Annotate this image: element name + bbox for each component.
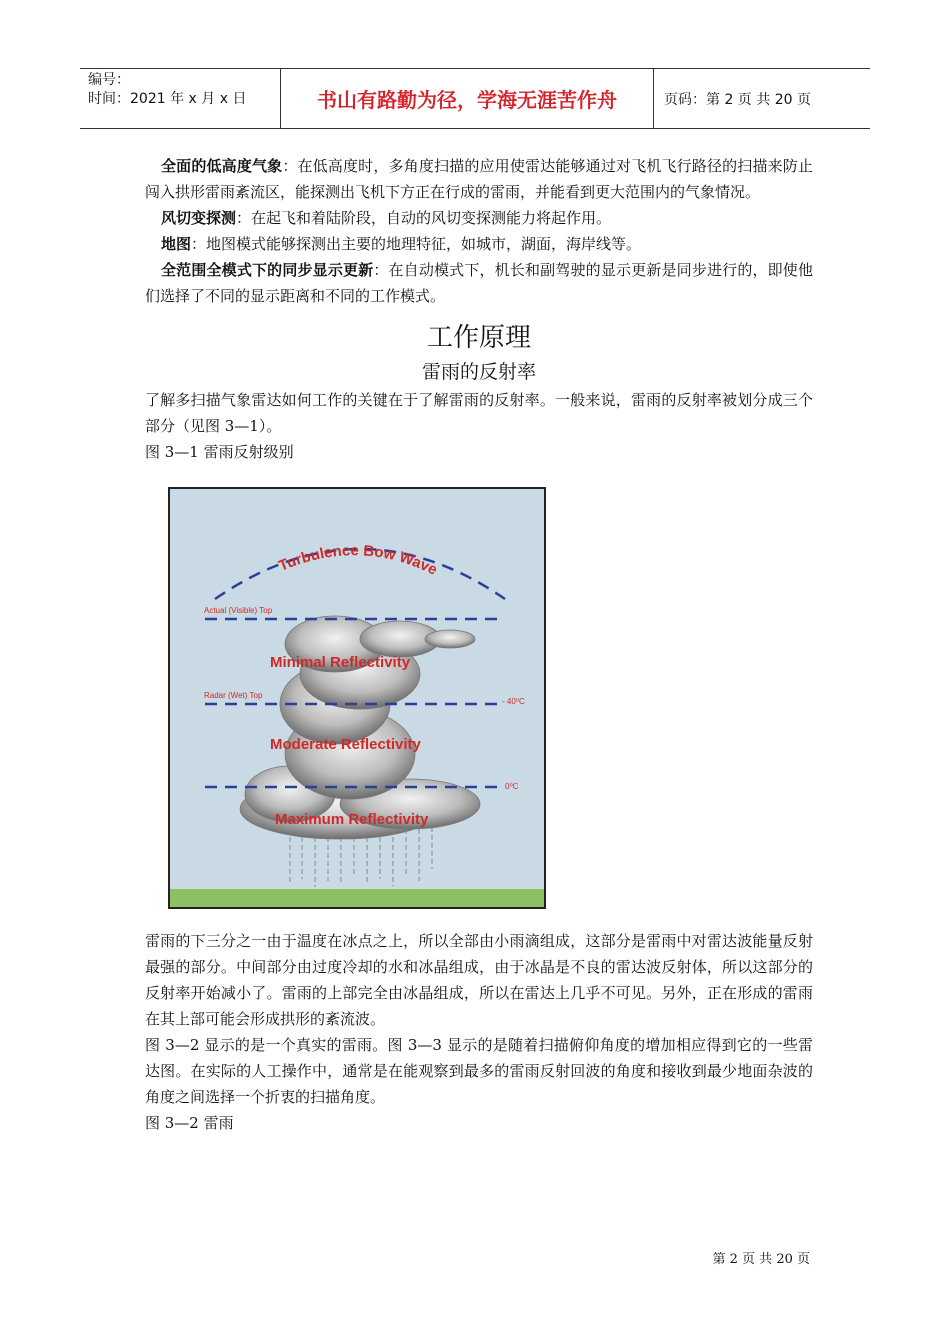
- feature-term: 风切变探测: [161, 209, 237, 227]
- figure-caption: 图 3—1 雷雨反射级别: [145, 443, 294, 461]
- explanation-section: [145, 928, 813, 1136]
- feature-text: ：在起飞和着陆阶段，自动的风切变探测能力将起作用。: [236, 209, 612, 227]
- feature-text: ：地图模式能够探测出主要的地理特征，如城市，湖面，海岸线等。: [191, 235, 642, 253]
- header-page-label: 页码：第 2 页 共 20 页: [664, 91, 811, 108]
- body-paragraph: 图 3—2 显示的是一个真实的雷雨。图 3—3 显示的是随着扫描俯仰角度的增加相应得到它的一些雷达图。在实际的人工操作中，通常是在能观察到最多的雷雨反射回波的角度和接收到最少地面杂波的角度之间选择一个折衷的扫描角度。: [145, 1036, 813, 1106]
- zero-degree-label: 0⁰C: [505, 782, 519, 791]
- bow-wave-label: Turbulence Bow Wave: [276, 542, 440, 579]
- intro-paragraph: 了解多扫描气象雷达如何工作的关键在于了解雷雨的反射率。一般来说，雷雨的反射率被划分成三个部分（见图 3—1）。: [145, 391, 813, 435]
- time-label: 时间：2021 年 x 月 x 日: [88, 91, 247, 107]
- actual-top-label: Actual (Visible) Top: [204, 606, 273, 615]
- feature-paragraph: [145, 231, 813, 257]
- feature-paragraph: [145, 153, 813, 205]
- document-body: [145, 153, 813, 465]
- feature-paragraph: [145, 257, 813, 309]
- feature-term: 全面的低高度气象: [161, 157, 283, 175]
- feature-term: 地图: [161, 235, 192, 253]
- moderate-reflectivity-label: Moderate Reflectivity: [270, 736, 421, 753]
- maximum-reflectivity-label: Maximum Reflectivity: [275, 811, 429, 828]
- thunderstorm-reflectivity-figure: [168, 487, 546, 909]
- page-header: [80, 68, 870, 129]
- section-title: 工作原理: [426, 323, 531, 353]
- feature-paragraph: [145, 205, 813, 231]
- body-paragraph: 雷雨的下三分之一由于温度在冰点之上，所以全部由小雨滴组成，这部分是雷雨中对雷达波能量反射最强的部分。中间部分由过度冷却的水和冰晶组成，由于冰晶是不良的雷达波反射体，所以这部分的反射率开始减小了。雷雨的上部完全由冰晶组成，所以在雷达上几乎不可见。另外，正在形成的雷雨在其上部可能会形成拱形的紊流波。: [145, 932, 813, 1028]
- radar-top-label: Radar (Wet) Top: [204, 691, 263, 700]
- feature-text: ：在低高度时，多角度扫描的应用使雷达能够通过对飞机飞行路径的扫描来防止闯入拱形雷雨紊流区，能探测出飞机下方正在行成的雷雨，并能看到更大范围内的气象情况。: [145, 157, 813, 201]
- feature-term: 全范围全模式下的同步显示更新: [161, 261, 374, 279]
- feature-text: ：在自动模式下，机长和副驾驶的显示更新是同步进行的，即使他们选择了不同的显示距离和不同的工作模式。: [145, 261, 813, 305]
- figure-caption: 图 3—2 雷雨: [145, 1114, 234, 1132]
- page-footer: 第 2 页 共 20 页: [712, 1252, 810, 1267]
- number-label: 编号：: [88, 72, 130, 88]
- header-info-cell: [80, 69, 281, 128]
- ground-strip: [170, 889, 544, 907]
- minus-40-label: - 40⁰C: [502, 697, 525, 706]
- minimal-reflectivity-label: Minimal Reflectivity: [270, 654, 411, 671]
- figure-svg: [170, 489, 544, 907]
- subsection-title: 雷雨的反射率: [421, 361, 536, 383]
- header-motto: 书山有路勤为径，学海无涯苦作舟: [281, 69, 654, 128]
